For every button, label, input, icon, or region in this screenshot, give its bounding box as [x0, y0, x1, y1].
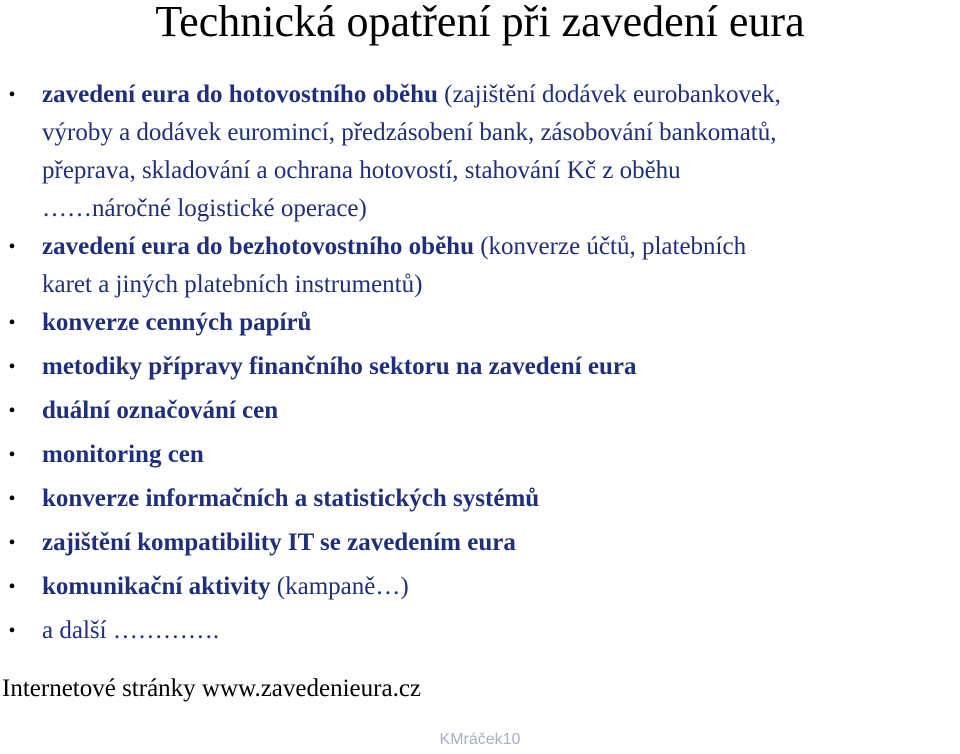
bullet-icon: •	[8, 444, 16, 466]
bullet-item	[0, 436, 940, 474]
bullet-icon: •	[8, 312, 16, 334]
bullet-item	[0, 480, 940, 518]
website-reference: Internetové stránky www.zavedenieura.cz	[2, 675, 422, 702]
bullet-item	[0, 348, 940, 386]
bullet-continuation-line: karet a jiných platebních instrumentů)	[42, 271, 423, 298]
bullet-item	[0, 392, 940, 430]
bullet-item	[0, 304, 940, 342]
bullet-continuation-line: přeprava, skladování a ochrana hotovostí, stahování Kč z oběhu	[42, 157, 681, 184]
bullet-line	[42, 228, 940, 266]
bullet-item	[0, 524, 940, 562]
bullet-item	[0, 228, 940, 304]
bullet-bold-text: konverze informačních a statistických systémů	[42, 485, 540, 512]
footer-credit: KMráček10	[439, 731, 521, 748]
bullet-bold-text: komunikační aktivity	[42, 573, 271, 600]
bullet-icon: •	[8, 236, 16, 258]
bullet-line	[42, 76, 940, 114]
bullet-normal-text: (konverze účtů, platebních	[473, 233, 747, 260]
bullet-normal-text: a další ………….	[42, 617, 220, 644]
bullet-normal-text: (kampaně…)	[270, 573, 409, 600]
bullet-icon: •	[8, 488, 16, 510]
bullet-bold-text: zajištění kompatibility IT se zavedením eura	[42, 529, 516, 556]
bullet-icon: •	[8, 400, 16, 422]
bullet-icon: •	[8, 356, 16, 378]
bullet-bold-text: metodiky přípravy finančního sektoru na zavedení eura	[42, 353, 637, 380]
bullet-item	[0, 568, 940, 606]
bullet-item	[0, 76, 940, 228]
bullet-icon: •	[8, 576, 16, 598]
bullet-bold-text: monitoring cen	[42, 441, 204, 468]
bullet-list	[0, 76, 940, 656]
bullet-continuation-line: ……náročné logistické operace)	[42, 195, 367, 222]
bullet-icon: •	[8, 84, 16, 106]
bullet-icon: •	[8, 532, 16, 554]
bullet-bold-text: konverze cenných papírů	[42, 309, 312, 336]
bullet-continuation-line: výroby a dodávek euromincí, předzásobení bank, zásobování bankomatů,	[42, 119, 777, 146]
bullet-bold-text: zavedení eura do hotovostního oběhu	[42, 81, 438, 108]
slide-title: Technická opatření při zavedení eura	[155, 0, 805, 46]
bullet-icon: •	[8, 620, 16, 642]
bullet-normal-text: (zajištění dodávek eurobankovek,	[437, 81, 781, 108]
bullet-bold-text: duální označování cen	[42, 397, 279, 424]
bullet-item	[0, 612, 940, 650]
bullet-bold-text: zavedení eura do bezhotovostního oběhu	[42, 233, 474, 260]
